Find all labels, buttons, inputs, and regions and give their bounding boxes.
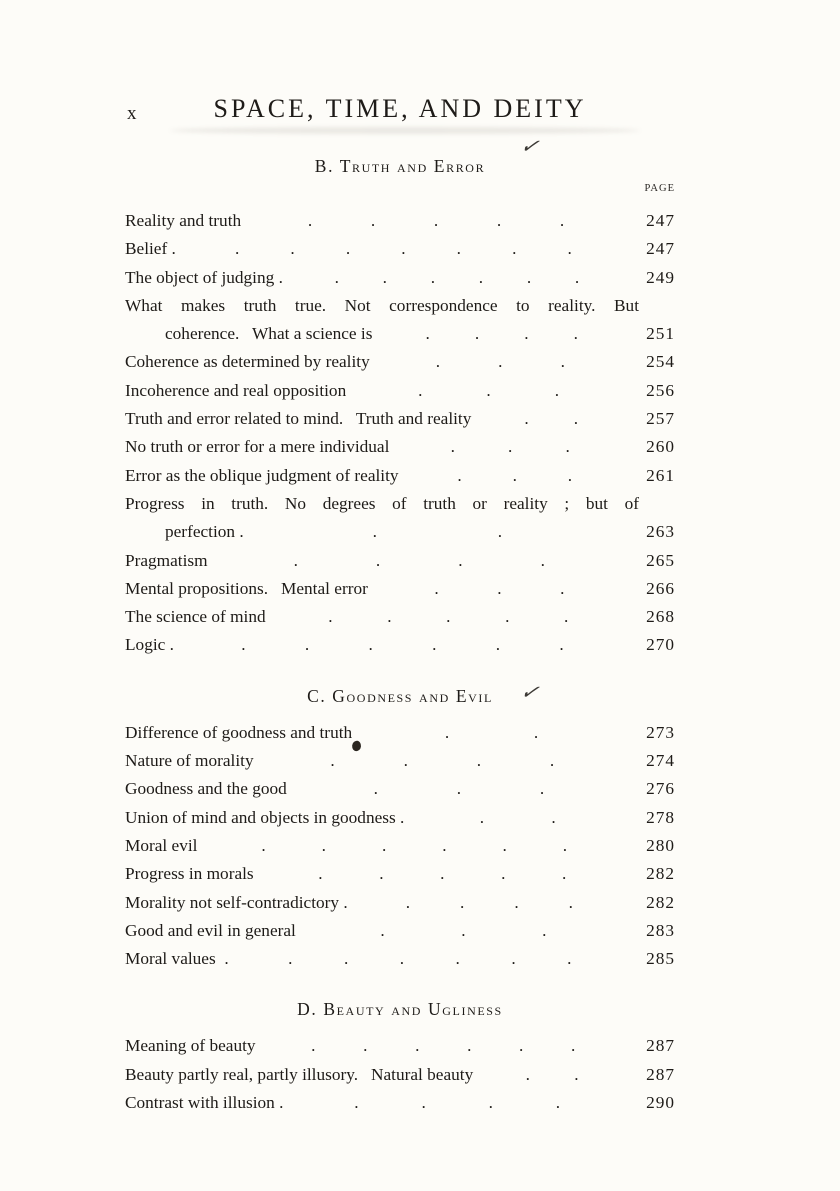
leader-dots <box>244 518 631 546</box>
leader-dot: . <box>343 949 349 969</box>
leader-dot: . <box>382 267 387 287</box>
entry-title: perfection . <box>165 522 244 542</box>
leader-dot: . <box>511 949 516 969</box>
leader-dot: . <box>574 267 580 287</box>
leader-dots <box>174 631 631 659</box>
leader-dot: . <box>421 1093 426 1113</box>
entry-page-number: 268 <box>646 607 675 627</box>
entry-page-number: 249 <box>646 267 675 287</box>
leader-dot: . <box>399 949 405 969</box>
entry-page-number: 263 <box>646 522 675 542</box>
leader-dot: . <box>551 807 556 827</box>
leader-dot: . <box>334 267 339 287</box>
entry-title: Morality not self-contradictory . <box>125 892 348 912</box>
entry-page-number: 287 <box>646 1064 675 1084</box>
leader-dot: . <box>403 751 408 771</box>
toc-entry <box>125 747 675 775</box>
leader-dots <box>287 775 631 803</box>
leader-dot: . <box>304 635 310 655</box>
leader-dot: . <box>290 239 295 259</box>
leader-dot: . <box>559 635 564 655</box>
toc-entry <box>125 917 675 945</box>
section-heading-row <box>125 997 675 1021</box>
leader-dots <box>283 264 631 292</box>
leader-dot: . <box>525 1064 530 1084</box>
leader-dots <box>473 1061 631 1089</box>
leader-dot: . <box>474 324 480 344</box>
leader-dots <box>389 433 631 461</box>
entry-page-number: 251 <box>646 324 675 344</box>
entry-title: Moral values . <box>125 949 229 969</box>
pencil-check-icon: ✓ <box>518 133 542 159</box>
leader-dot: . <box>311 1036 316 1056</box>
leader-dot: . <box>307 211 313 230</box>
entry-title: No truth or error for a mere individual <box>125 437 390 457</box>
leader-dot: . <box>328 607 333 627</box>
entry-page-number: 247 <box>646 239 675 259</box>
entry-title: Moral evil <box>125 835 198 855</box>
leader-dot: . <box>524 409 529 429</box>
leader-dot: . <box>497 578 502 598</box>
entry-page-number: 287 <box>646 1036 675 1056</box>
leader-dot: . <box>539 779 545 799</box>
entry-title: Meaning of beauty <box>125 1036 256 1056</box>
entry-page-number: 261 <box>646 465 675 485</box>
leader-dots <box>208 547 631 575</box>
table-of-contents <box>125 133 675 1117</box>
leader-dot: . <box>460 892 465 912</box>
entry-page-number: 278 <box>646 807 675 827</box>
leader-dot: . <box>555 1093 561 1113</box>
leader-dots <box>348 889 631 917</box>
entry-page-number: 280 <box>646 835 675 855</box>
leader-dot: . <box>559 211 565 230</box>
toc-section <box>125 997 675 1117</box>
leader-dots <box>266 603 631 631</box>
leader-dot: . <box>512 239 517 259</box>
entry-page-number: 282 <box>646 892 675 912</box>
leader-dot: . <box>540 550 545 570</box>
leader-dots <box>254 747 631 775</box>
leader-dot: . <box>415 1036 420 1056</box>
leader-dots <box>352 719 631 747</box>
toc-entry <box>125 860 675 888</box>
entry-title: What makes truth true. Not correspondence to reality. But <box>125 295 639 315</box>
toc-section <box>125 679 675 974</box>
entry-title: Difference of goodness and truth <box>125 722 353 742</box>
entry-title: The object of judging . <box>125 267 283 287</box>
entry-title: coherence. What a science is <box>165 324 373 344</box>
toc-entry <box>125 320 675 348</box>
leader-dot: . <box>565 437 570 457</box>
leader-dot: . <box>461 920 466 940</box>
leader-dots <box>404 804 631 832</box>
leader-dot: . <box>405 892 411 912</box>
leader-dot: . <box>467 1036 472 1056</box>
leader-dot: . <box>458 550 463 570</box>
entry-title: Beauty partly real, partly illusory. Natural beauty <box>125 1064 474 1084</box>
leader-dot: . <box>519 1036 524 1056</box>
toc-entry-list <box>125 719 675 974</box>
leader-dot: . <box>564 607 569 627</box>
section-heading: C. Goodness and Evil <box>307 685 493 706</box>
leader-dot: . <box>373 779 378 799</box>
toc-entry <box>125 264 675 292</box>
entry-page-number: 265 <box>646 550 675 570</box>
leader-dot: . <box>562 835 568 855</box>
leader-dots <box>296 917 631 945</box>
leader-dot: . <box>354 1093 359 1113</box>
leader-dot: . <box>478 267 484 287</box>
entry-title: Nature of morality <box>125 751 254 771</box>
leader-dot: . <box>498 352 503 372</box>
scan-smudge-artifact <box>170 127 640 134</box>
leader-dots <box>176 235 631 263</box>
leader-dot: . <box>433 211 439 230</box>
leader-dot: . <box>524 324 529 344</box>
leader-dot: . <box>380 920 385 940</box>
leader-dots <box>197 832 631 860</box>
leader-dot: . <box>542 920 547 940</box>
leader-dot: . <box>508 437 513 457</box>
toc-entry <box>125 945 675 973</box>
entry-page-number: 282 <box>646 864 675 884</box>
toc-section <box>125 133 675 660</box>
leader-dot: . <box>372 522 377 542</box>
leader-dot: . <box>457 465 462 485</box>
leader-dot: . <box>497 522 503 542</box>
leader-dot: . <box>486 380 491 400</box>
leader-dot: . <box>401 239 406 259</box>
leader-dot: . <box>505 607 510 627</box>
toc-entry <box>125 547 675 575</box>
leader-dots <box>370 348 631 376</box>
leader-dot: . <box>379 864 384 884</box>
entry-title: The science of mind <box>125 607 266 627</box>
entry-page-number: 257 <box>646 409 675 429</box>
leader-dot: . <box>321 835 326 855</box>
leader-dot: . <box>533 722 539 742</box>
leader-dot: . <box>261 835 266 855</box>
pencil-check-icon: ✓ <box>518 679 542 705</box>
entry-page-number: 273 <box>646 722 675 742</box>
leader-dot: . <box>567 465 573 485</box>
leader-dots <box>256 1032 631 1060</box>
leader-dot: . <box>560 352 565 372</box>
page-header <box>125 94 675 130</box>
toc-entry <box>125 292 675 320</box>
leader-dot: . <box>241 635 246 655</box>
entry-title: Good and evil in general <box>125 920 296 940</box>
toc-entry <box>125 1032 675 1060</box>
entry-title: Logic . <box>125 635 174 655</box>
entry-page-number: 290 <box>646 1093 675 1113</box>
leader-dot: . <box>456 779 462 799</box>
leader-dot: . <box>568 892 573 912</box>
leader-dot: . <box>446 607 451 627</box>
leader-dot: . <box>363 1036 368 1056</box>
leader-dot: . <box>432 635 437 655</box>
toc-entry <box>125 1061 675 1089</box>
leader-dots <box>254 860 631 888</box>
toc-entry <box>125 631 675 659</box>
leader-dots <box>471 405 631 433</box>
entry-page-number: 256 <box>646 380 675 400</box>
leader-dot: . <box>573 409 579 429</box>
leader-dot: . <box>567 239 572 259</box>
toc-entry <box>125 719 675 747</box>
leader-dot: . <box>381 835 387 855</box>
leader-dot: . <box>444 722 450 742</box>
toc-entry <box>125 490 675 518</box>
leader-dot: . <box>479 807 485 827</box>
toc-entry <box>125 377 675 405</box>
leader-dot: . <box>562 864 567 884</box>
toc-entry <box>125 405 675 433</box>
leader-dots <box>283 1089 631 1117</box>
leader-dot: . <box>434 578 439 598</box>
section-heading-row <box>125 679 675 708</box>
leader-dot: . <box>476 751 482 771</box>
leader-dot: . <box>450 437 455 457</box>
leader-dot: . <box>573 324 578 344</box>
entry-title: Truth and error related to mind. Truth and reality <box>125 409 472 429</box>
entry-title: Coherence as determined by reality <box>125 352 370 372</box>
section-heading: D. Beauty and Ugliness <box>297 999 503 1020</box>
toc-entry <box>125 433 675 461</box>
leader-dot: . <box>442 835 447 855</box>
leader-dot: . <box>318 864 323 884</box>
entry-page-number: 274 <box>646 751 675 771</box>
leader-dot: . <box>418 380 423 400</box>
leader-dot: . <box>501 864 506 884</box>
entry-page-number: 283 <box>646 920 675 940</box>
leader-dot: . <box>560 578 565 598</box>
leader-dots <box>241 207 631 235</box>
toc-entry-list <box>125 1032 675 1117</box>
folio-number: x <box>127 103 137 124</box>
entry-page-number: 285 <box>646 949 675 969</box>
book-title: SPACE, TIME, AND DEITY <box>213 94 587 123</box>
entry-page-number: 254 <box>646 352 675 372</box>
toc-entry <box>125 603 675 631</box>
section-heading-row <box>125 133 675 178</box>
leader-dot: . <box>330 751 335 771</box>
toc-entry <box>125 889 675 917</box>
leader-dot: . <box>514 892 519 912</box>
page-column-label: PAGE <box>644 183 675 194</box>
entry-page-number: 247 <box>646 211 675 230</box>
leader-dot: . <box>455 949 460 969</box>
leader-dots <box>368 575 631 603</box>
toc-entry-list <box>125 207 675 660</box>
leader-dot: . <box>488 1093 493 1113</box>
section-heading: B. Truth and Error <box>314 156 486 176</box>
entry-title: Progress in truth. No degrees of truth or reality ; but of <box>125 493 639 513</box>
leader-dot: . <box>571 1036 576 1056</box>
toc-entry <box>125 575 675 603</box>
toc-entry <box>125 462 675 490</box>
leader-dot: . <box>526 267 532 287</box>
leader-dot: . <box>549 751 555 771</box>
leader-dot: . <box>425 324 430 344</box>
leader-dots <box>399 462 631 490</box>
entry-title: Error as the oblique judgment of reality <box>125 465 399 485</box>
toc-entry <box>125 235 675 263</box>
entry-title: Contrast with illusion . <box>125 1093 284 1113</box>
leader-dot: . <box>368 635 373 655</box>
leader-dots <box>372 320 631 348</box>
leader-dot: . <box>375 550 381 570</box>
leader-dot: . <box>567 949 572 969</box>
entry-title: Pragmatism <box>125 550 208 570</box>
leader-dot: . <box>293 550 298 570</box>
leader-dot: . <box>512 465 517 485</box>
leader-dot: . <box>387 607 392 627</box>
toc-entry <box>125 832 675 860</box>
entry-title: Progress in morals <box>125 864 254 884</box>
entry-page-number: 270 <box>646 635 675 655</box>
entry-title: Reality and truth <box>125 211 242 230</box>
entry-page-number: 276 <box>646 779 675 799</box>
leader-dot: . <box>440 864 445 884</box>
leader-dots <box>346 377 631 405</box>
leader-dot: . <box>234 239 240 259</box>
leader-dot: . <box>370 211 376 230</box>
toc-entry <box>125 1089 675 1117</box>
leader-dot: . <box>456 239 461 259</box>
entry-title: Union of mind and objects in goodness . <box>125 807 405 827</box>
leader-dots <box>229 945 631 973</box>
entry-title: Incoherence and real opposition <box>125 380 347 400</box>
leader-dot: . <box>554 380 560 400</box>
toc-entry <box>125 348 675 376</box>
leader-dot: . <box>496 211 502 230</box>
entry-title: Belief . <box>125 239 176 259</box>
toc-entry <box>125 775 675 803</box>
leader-dot: . <box>435 352 441 372</box>
leader-dot: . <box>430 267 436 287</box>
leader-dot: . <box>345 239 351 259</box>
leader-dot: . <box>495 635 501 655</box>
entry-page-number: 260 <box>646 437 675 457</box>
leader-dot: . <box>574 1064 579 1084</box>
leader-dot: . <box>288 949 293 969</box>
leader-dot: . <box>502 835 507 855</box>
toc-entry <box>125 207 675 235</box>
entry-title: Goodness and the good <box>125 779 287 799</box>
toc-entry <box>125 804 675 832</box>
entry-page-number: 266 <box>646 578 675 598</box>
toc-entry <box>125 518 675 546</box>
entry-title: Mental propositions. Mental error <box>125 578 368 598</box>
